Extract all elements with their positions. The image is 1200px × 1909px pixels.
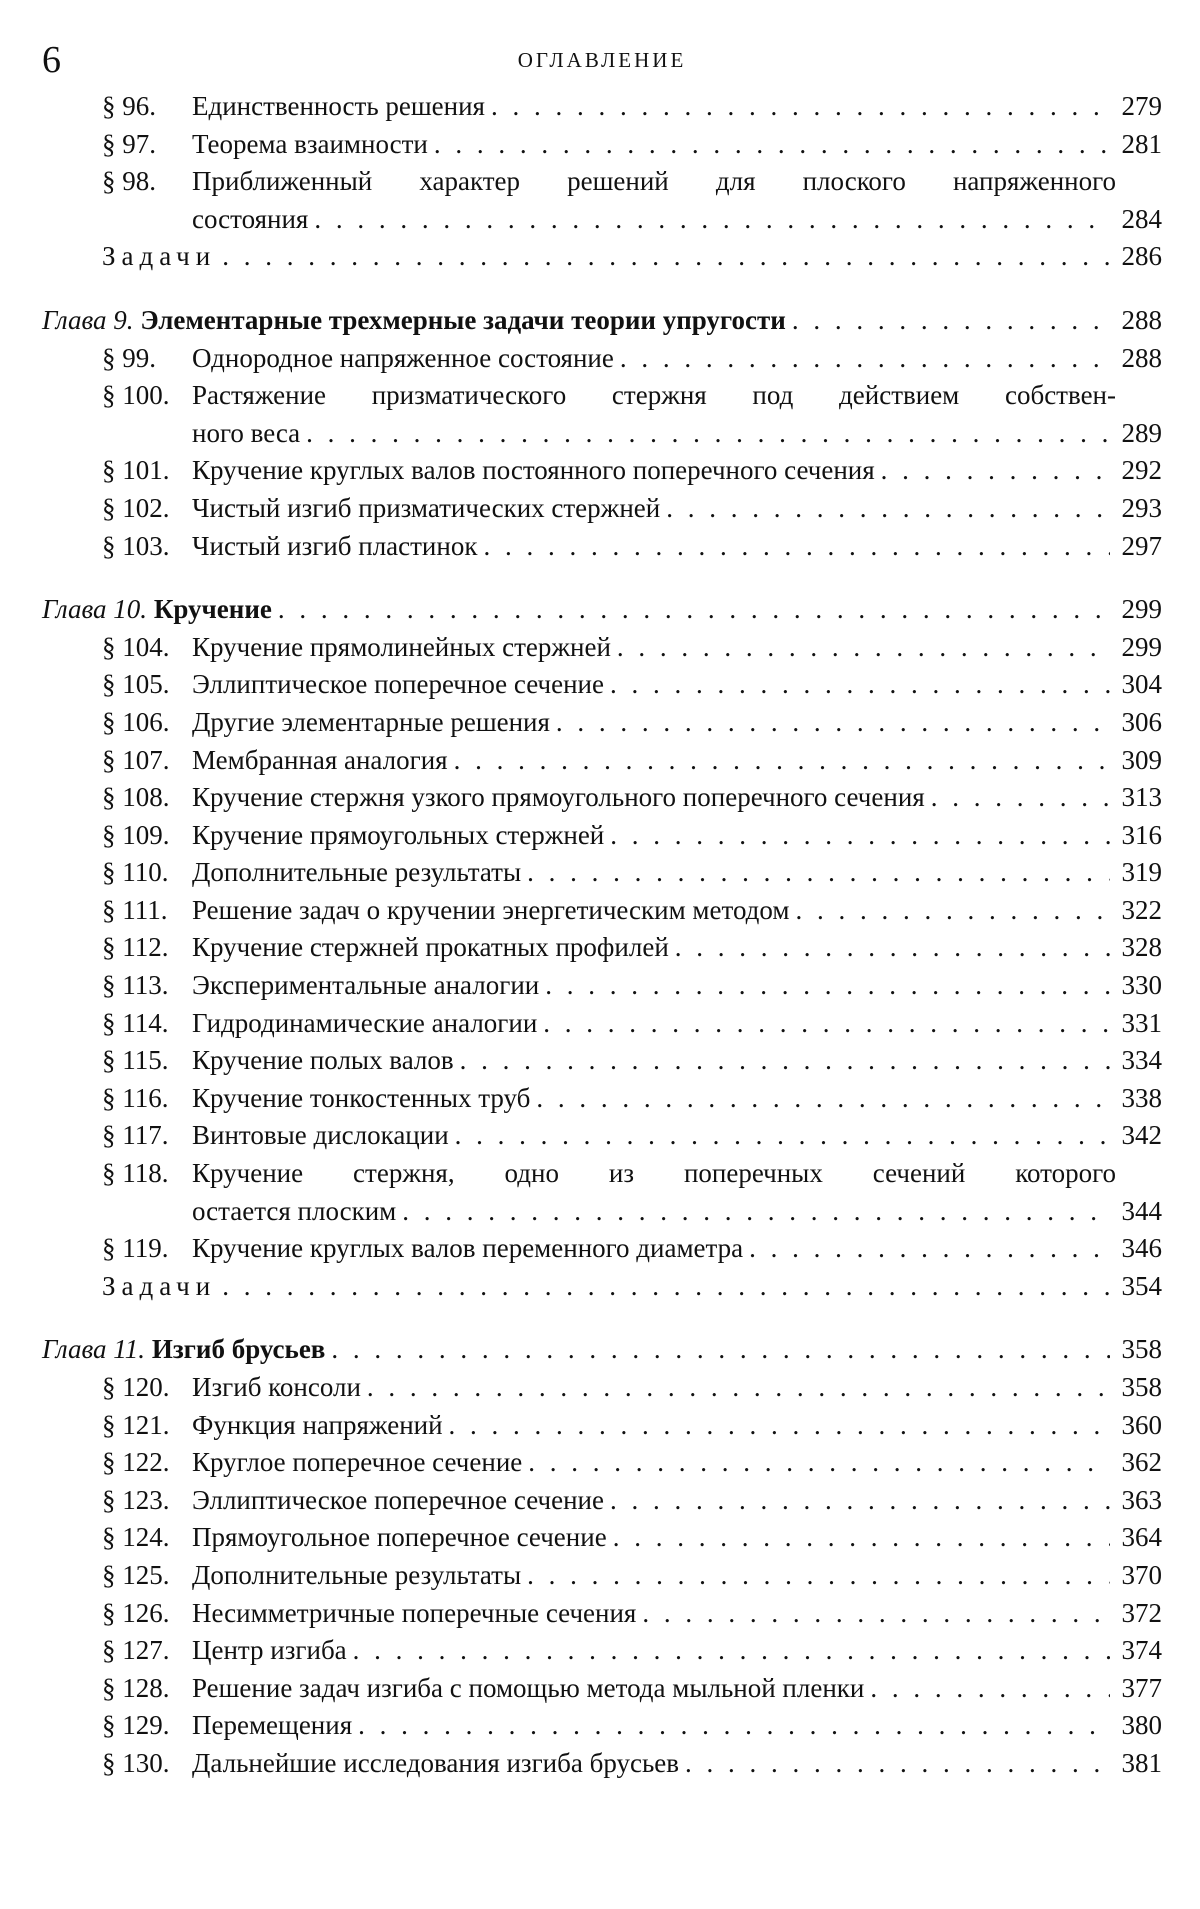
toc-entry-line [102,817,1162,855]
toc-entry-line [102,1005,1162,1043]
toc-entry-line [102,1193,1162,1231]
toc-page [42,28,1162,1783]
toc-entry-line [102,1369,1162,1407]
section-title: Единственность решения [192,91,485,121]
section-title: Приближенный характер решений для плоского напряженного [192,166,1116,197]
problems-title: Задачи [102,241,217,272]
section-page: 279 [1121,91,1162,121]
toc-entry-line [102,1407,1162,1445]
problems-entry [42,1268,1162,1306]
dot-leader [792,302,1110,340]
toc-entry [42,742,1162,780]
dot-leader [870,1670,1110,1708]
dot-leader [367,1369,1110,1407]
section-page: 316 [1121,819,1162,850]
section-number: § 114. [102,1007,169,1038]
section-title: Эллиптическое поперечное сечение [192,1484,604,1515]
toc-entry [42,452,1162,490]
section-title: Дополнительные результаты [192,1559,522,1590]
problems-page: 354 [1121,1270,1162,1301]
section-number: § 119. [102,1233,169,1264]
toc-entry-line [102,1080,1162,1118]
toc-entry [42,892,1162,930]
section-page: 331 [1121,1007,1162,1038]
toc-entry [42,88,1162,126]
toc-entry [42,817,1162,855]
section-page: 377 [1121,1672,1162,1703]
dot-leader [454,742,1110,780]
dot-leader [610,817,1110,855]
section-title: Кручение прямолинейных стержней [192,631,611,662]
toc-entry-line [102,1482,1162,1520]
problems-entry [42,238,1162,276]
section-page: 360 [1121,1409,1162,1440]
dot-leader [556,704,1110,742]
toc-entry [42,666,1162,704]
section-title: Кручение стержней прокатных профилей [192,932,669,963]
chapter-title: Изгиб брусьев [151,1334,326,1365]
dot-leader [795,892,1110,930]
toc-entry [42,1005,1162,1043]
dot-leader [358,1707,1110,1745]
section-page: 292 [1121,455,1162,486]
toc-entry [42,854,1162,892]
chapter-page: 358 [1121,1334,1162,1365]
section-title: Эллиптическое поперечное сечение [192,669,604,700]
chapter-label: Глава 10. [42,594,148,625]
section-title: Чистый изгиб пластинок [192,530,478,561]
dot-leader [528,1444,1110,1482]
dot-leader [881,452,1110,490]
chapter-label: Глава 9. [42,304,134,335]
section-title: Изгиб консоли [192,1372,361,1402]
toc-entry [42,377,1162,452]
toc-entry-line [102,340,1162,378]
section-title: Кручение тонкостенных труб [192,1082,531,1113]
toc-entry-line [102,1595,1162,1633]
section-title: Дополнительные результаты [192,857,522,888]
dot-leader [620,340,1110,378]
toc-entry [42,929,1162,967]
section-page: 381 [1121,1747,1162,1778]
toc-entry-line [102,126,1162,164]
section-number: § 103. [102,530,170,561]
section-page: 370 [1121,1559,1162,1590]
section-page: 288 [1121,342,1162,373]
section-title: Чистый изгиб призматических стержней [192,492,661,523]
section-number: § 98. [102,166,156,197]
chapter-title: Кручение [153,594,272,625]
section-number: § 111. [102,894,168,925]
toc-entry-line [102,452,1162,490]
chapter-label: Глава 11. [42,1334,146,1365]
toc-entry [42,1230,1162,1268]
section-title: Центр изгиба [192,1635,347,1666]
dot-leader [543,1005,1110,1043]
toc-entry-line [102,892,1162,930]
section-number: § 101. [102,455,170,486]
section-page: 346 [1121,1233,1162,1264]
section-title: Решение задач изгиба с помощью метода мыльной пленки [192,1672,865,1703]
dot-leader [527,854,1110,892]
toc-entry-line [102,1707,1162,1745]
dot-leader [610,1482,1110,1520]
section-number: § 118. [102,1158,169,1189]
section-title: Экспериментальные аналогии [192,970,540,1001]
toc-entry [42,1117,1162,1155]
toc-entry-line [102,1444,1162,1482]
toc-entry-line [102,1557,1162,1595]
section-page: 328 [1121,932,1162,963]
toc-entry [42,704,1162,742]
section-page: 322 [1121,894,1162,925]
problems-page: 286 [1121,241,1162,272]
toc-entry-line [102,629,1162,667]
dot-leader [222,1268,1110,1306]
toc-entry-line [102,1042,1162,1080]
section-title: Круглое поперечное сечение [192,1447,523,1478]
dot-leader [331,1331,1110,1369]
toc-entry-line [102,163,1162,201]
toc-entry-line [102,490,1162,528]
toc-entry [42,1670,1162,1708]
section-number: § 109. [102,819,170,850]
chapter-title: Элементарные трехмерные задачи теории упругости [140,304,786,335]
section-title: Решение задач о кручении энергетическим методом [192,894,790,925]
toc-entry-line [102,666,1162,704]
toc-entry-line [102,929,1162,967]
page-number: 6 [42,39,61,81]
toc-entry-line [102,528,1162,566]
dot-leader [449,1407,1110,1445]
section-number: § 105. [102,669,170,700]
section-number: § 129. [102,1710,170,1741]
toc-entry [42,1042,1162,1080]
toc-entry [42,1745,1162,1783]
section-number: § 122. [102,1447,170,1478]
section-page: 319 [1121,857,1162,888]
section-number: § 128. [102,1672,170,1703]
section-page: 289 [1121,417,1162,448]
section-page: 306 [1121,706,1162,737]
dot-leader [483,528,1110,566]
section-number: § 104. [102,631,170,662]
dot-leader [666,490,1110,528]
dot-leader [610,666,1110,704]
section-page: 313 [1121,782,1162,813]
toc-entry-line [102,1632,1162,1670]
toc-entry-line [102,1745,1162,1783]
toc-entry [42,1707,1162,1745]
dot-leader [545,967,1110,1005]
dot-leader [749,1230,1110,1268]
toc-entry-line [102,704,1162,742]
section-number: § 102. [102,492,170,523]
section-number: § 121. [102,1409,170,1440]
toc-entry-line [102,967,1162,1005]
section-title: Функция напряжений [192,1409,443,1440]
section-number: § 124. [102,1522,170,1553]
section-page: 293 [1121,492,1162,523]
toc-entry-line [102,1670,1162,1708]
section-number: § 99. [102,342,156,373]
section-title: Кручение стержня, одно из поперечных сечений которого [192,1158,1116,1189]
dot-leader [931,779,1110,817]
section-page: 374 [1121,1635,1162,1666]
section-page: 372 [1121,1597,1162,1628]
section-title: Дальнейшие исследования изгиба брусьев [192,1747,680,1778]
toc-entry [42,1632,1162,1670]
section-page: 334 [1121,1045,1162,1076]
section-title: Кручение круглых валов постоянного поперечного сечения [192,455,875,486]
toc-entry [42,490,1162,528]
section-page: 281 [1121,128,1162,159]
section-number: § 106. [102,706,170,737]
section-page: 363 [1121,1484,1162,1515]
section-title: Перемещения [192,1710,353,1741]
toc-entry [42,1519,1162,1557]
section-title: Кручение прямоугольных стержней [192,819,605,850]
toc-entry-line [102,1519,1162,1557]
section-number: § 100. [102,380,170,411]
toc-entry [42,1080,1162,1118]
section-number: § 112. [102,932,169,963]
section-number: § 126. [102,1597,170,1628]
chapter-page: 288 [1121,304,1162,335]
section-title: Кручение стержня узкого прямоугольного поперечного сечения [192,782,925,813]
section-page: 344 [1121,1195,1162,1226]
dot-leader [536,1080,1110,1118]
running-title: ОГЛАВЛЕНИЕ [517,48,687,72]
dot-leader [222,238,1110,276]
dot-leader [527,1557,1110,1595]
section-number: § 113. [102,970,169,1001]
toc-entry [42,528,1162,566]
table-of-contents [42,88,1162,1783]
section-number: § 123. [102,1484,170,1515]
toc-entry [42,779,1162,817]
dot-leader [613,1519,1110,1557]
section-number: § 120. [102,1372,170,1402]
section-title: Мембранная аналогия [192,744,448,775]
toc-entry [42,1482,1162,1520]
dot-leader [314,201,1110,239]
section-title: Теорема взаимности [192,128,428,159]
section-page: 364 [1121,1522,1162,1553]
section-page: 342 [1121,1120,1162,1151]
dot-leader [353,1632,1110,1670]
section-title: Другие элементарные решения [192,706,550,737]
section-title: Гидродинамические аналогии [192,1007,538,1038]
section-title: Прямоугольное поперечное сечение [192,1522,607,1553]
section-page: 380 [1121,1710,1162,1741]
section-number: § 130. [102,1747,170,1778]
toc-entry-line [102,854,1162,892]
toc-entry [42,1407,1162,1445]
dot-leader [306,415,1110,453]
section-title: Винтовые дислокации [192,1120,449,1151]
section-number: § 127. [102,1635,170,1666]
section-number: § 115. [102,1045,169,1076]
toc-entry-line [102,377,1162,415]
section-title: Растяжение призматического стержня под действием собствен- [192,380,1116,411]
section-number: § 125. [102,1559,170,1590]
section-number: § 107. [102,744,170,775]
toc-entry-line [102,88,1162,126]
toc-entry-line [102,779,1162,817]
toc-entry-line [102,742,1162,780]
toc-entry-line [102,1117,1162,1155]
section-title: Кручение полых валов [192,1045,454,1076]
toc-entry [42,1369,1162,1407]
section-number: § 110. [102,857,169,888]
section-title: Однородное напряженное состояние [192,342,614,373]
section-page: 330 [1121,970,1162,1001]
toc-entry [42,126,1162,164]
dot-leader [455,1117,1110,1155]
chapter-heading [42,302,1162,340]
problems-title: Задачи [102,1270,217,1301]
section-title-continuation: остается плоским [192,1195,397,1226]
toc-entry [42,1557,1162,1595]
chapter-page: 299 [1121,594,1162,625]
toc-entry [42,1155,1162,1230]
section-title-continuation: ного веса [192,417,301,448]
toc-entry [42,1595,1162,1633]
dot-leader [434,126,1110,164]
dot-leader [278,591,1110,629]
toc-entry [42,1444,1162,1482]
toc-entry-line [102,1230,1162,1268]
dot-leader [491,88,1110,126]
chapter-heading [42,1331,1162,1369]
toc-entry [42,629,1162,667]
dot-leader [402,1193,1110,1231]
section-number: § 117. [102,1120,169,1151]
toc-entry [42,340,1162,378]
section-page: 284 [1121,203,1162,234]
toc-entry-line [102,201,1162,239]
dot-leader [685,1745,1110,1783]
dot-leader [460,1042,1110,1080]
dot-leader [617,629,1110,667]
toc-entry-line [102,1155,1162,1193]
page-header [42,28,1162,88]
section-page: 309 [1121,744,1162,775]
section-number: § 116. [102,1082,169,1113]
section-number: § 97. [102,128,156,159]
dot-leader [642,1595,1110,1633]
section-page: 304 [1121,669,1162,700]
section-title: Несимметричные поперечные сечения [192,1597,637,1628]
section-page: 297 [1121,530,1162,561]
section-page: 358 [1121,1372,1162,1402]
toc-entry [42,163,1162,238]
section-page: 362 [1121,1447,1162,1478]
section-title-continuation: состояния [192,203,309,234]
section-number: § 96. [102,91,156,121]
section-page: 338 [1121,1082,1162,1113]
section-number: § 108. [102,782,170,813]
toc-entry-line [102,415,1162,453]
toc-entry [42,967,1162,1005]
chapter-heading [42,591,1162,629]
section-page: 299 [1121,631,1162,662]
dot-leader [675,929,1110,967]
section-title: Кручение круглых валов переменного диаметра [192,1233,744,1264]
